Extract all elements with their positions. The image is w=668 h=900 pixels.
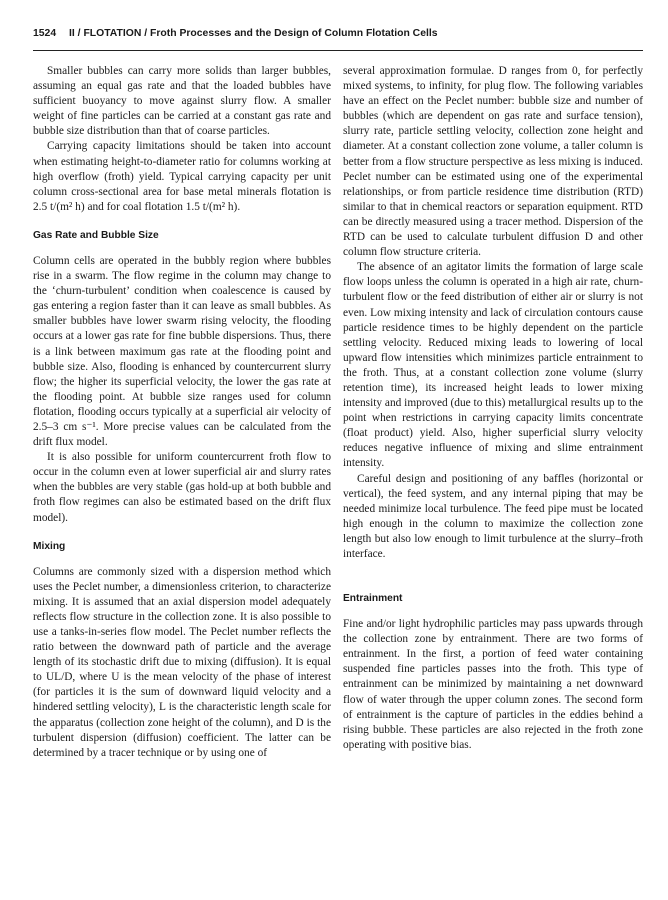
left-column [33, 64, 331, 761]
right-column [343, 64, 643, 753]
section-heading-entrainment: Entrainment [343, 593, 403, 605]
paragraph: several approximation formulae. D ranges from 0, for perfectly mixed systems, to infinity, for plug flow. The following variables have an effect on the Peclet number: bubble size and number of bubbles (which are dependent on gas rate and surface tension), slurry rate, particle settling velocity, collection zone height and diameter. At a constant collection zone volume, a taller column is better from a flow structure perspective as less mixing is induced. Peclet number can be estimated using one of the experimental relationships, or from particle residence time distribution (RTD) similar to that in chemical reactors or separation equipment. RTD can be directly measured using a tracer method. Dispersion of the RTD can be used to calculate turbulent diffusion D and other column flow structure criteria. [343, 65, 643, 259]
paragraph: Smaller bubbles can carry more solids than larger bubbles, assuming an equal gas rate and that the loaded bubbles have sufficient buoyancy to move against slurry flow. A smaller weight of fine particles can be carried at a constant gas rate and bubble size distribution than that of coarse particles. [33, 65, 331, 138]
paragraph: Fine and/or light hydrophilic particles may pass upwards through the collection zone by entrainment. There are two forms of entrainment. In the first, a portion of feed water containing suspended fine particles passes into the froth. This type of entrainment can be minimized by maintaining a net downward flow of water through the upper column zones. The second form of entrainment is the capture of particles in the eddies behind a rising bubble. These particles are also rejected in the froth zone operating with positive bias. [343, 618, 643, 751]
paragraph: Columns are commonly sized with a dispersion method which uses the Peclet number, a dimensionless criterion, to characterize mixing. It is assumed that an axial dispersion model adequately reflects flow structure in the collection zone. It is also possible to use a tanks-in-series flow model. The Peclet number reflects the ratio between the downward path of particle and the average length of its stochastic drift due to mixing (diffusion). It is equal to UL/D, where U is the mean velocity of the phase of interest (for particles it is the sum of downward liquid velocity and a hindered settling velocity), L is the characteristic length scale for the apparatus (collection zone height of the column), and D is the turbulent dispersion (diffusion) coefficient. The latter can be determined by a tracer technique or by using one of [33, 565, 331, 759]
running-title: II / FLOTATION / Froth Processes and the Design of Column Flotation Cells [69, 28, 438, 39]
section-heading-gas-rate: Gas Rate and Bubble Size [33, 229, 159, 241]
page-number: 1524 [33, 28, 57, 39]
paragraph: Column cells are operated in the bubbly region where bubbles rise in a swarm. The flow regime in the column may change to the ‘churn-turbulent’ condition when coalescence is caused by gas entering a region faster than it can leave as small bubbles. As smaller bubbles have lower swarm rising velocity, the flooding occurs at a lower gas rate for fine bubble dispersions. Thus, there is a link between maximum gas rate at the flooding point and bubble size. Also, flooding is enhanced by countercurrent slurry flow; the higher its superficial velocity, the lower the gas rate at the flooding point. At bubble size ranges used for column flotation, flooding occurs typically at a superficial air velocity of 2.5–3 cm s⁻¹. More precise values can be calculated from the drift flux model. [33, 254, 331, 449]
paragraph: The absence of an agitator limits the formation of large scale flow loops unless the column is operated in a high air rate, churn-turbulent flow or the feed distribution of either air or slurry is not even. Low mixing intensity and lack of circulation contours cause particle residence times to be highly dependent on the particle settling velocity. Reduced mixing leads to lowering of local upward flow intensities which minimizes particle entrainment to the froth. Thus, at a constant collection zone volume (slurry retention time), its increased height leads to lower mixing intensity and improved (due to this) metallurgical results up to the point when restrictions in carrying capacity limits concentrate (float product) yield. Also, higher superficial slurry velocity reduces negative influence of mixing and slime entrainment intensity. [343, 261, 643, 470]
paragraph: Careful design and positioning of any baffles (horizontal or vertical), the feed system, and any internal piping that may be needed minimize local turbulence. The feed pipe must be located high enough in the column to maximize the collection zone length but also low enough to limit turbulence at the slurry–froth interface. [343, 472, 643, 560]
running-header [33, 28, 643, 51]
section-heading-mixing: Mixing [33, 540, 66, 552]
paragraph: Carrying capacity limitations should be taken into account when estimating height-to-diameter ratio for columns working at high overflow (froth) yield. Typical carrying capacity per unit column cross-sectional area for base metal minerals flotation is 2.5 t/(m² h) and for coal flotation 1.5 t/(m² h). [33, 140, 331, 213]
paragraph: It is also possible for uniform countercurrent froth flow to occur in the column even at lower superficial air and slurry rates when the bubbles are very stable (gas hold-up at both bubble and froth flow regimes can also be estimated based on the drift flux model). [33, 451, 331, 524]
